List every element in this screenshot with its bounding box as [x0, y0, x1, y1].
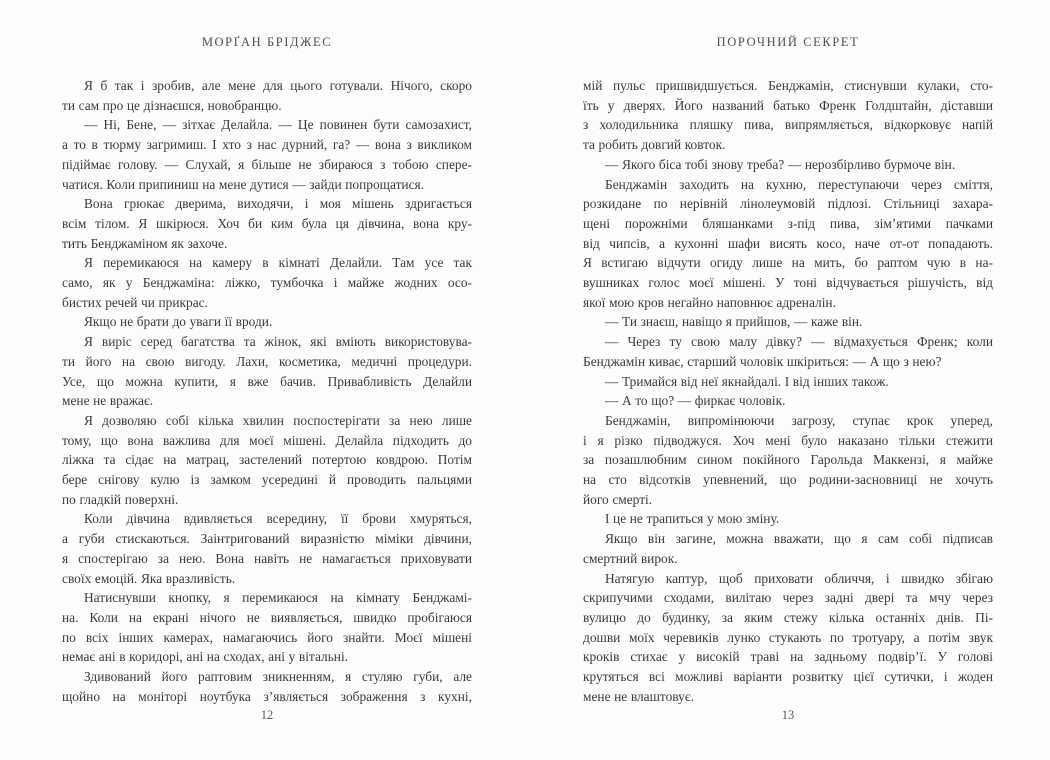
text-line: Я дозволяю собі кілька хвилин поспостерігати за нею лише: [84, 412, 472, 428]
paragraph: [583, 372, 993, 392]
text-line: скрипучими сходами, вилітаю через задні двері та мчу через: [583, 590, 993, 606]
paragraph: [62, 312, 472, 332]
text-line: — А то що? — фиркає чоловік.: [605, 393, 786, 409]
paragraph: [62, 194, 472, 253]
text-line: Я перемикаюся на камеру в кімнаті Делайли. Там усе так: [84, 255, 472, 271]
page-left: [62, 0, 472, 760]
text-line: Я виріс серед багатства та жінок, які вміють використовува-: [84, 334, 472, 350]
text-line: Я б так і зробив, але мене для цього готували. Нічого, скоро: [84, 78, 472, 93]
text-line: Усе, що можна купити, я вже бачив. Привабливість Делайли: [62, 373, 472, 389]
text-line: Коли дівчина вдивляється всередину, її брови хмуряться,: [84, 511, 472, 527]
paragraph: [62, 667, 472, 706]
paragraph: [583, 569, 993, 707]
paragraph: [583, 529, 993, 568]
text-line: Бенджамін, випромінюючи загрозу, ступає крок уперед,: [605, 412, 993, 428]
text-line: вушниках голос моєї мішені. У тоні відчувається рішучість, від: [583, 275, 993, 291]
text-line: ти сам про це дізнаєшся, новобранцю.: [62, 97, 282, 113]
paragraph: [62, 411, 472, 510]
text-line: ліжка та сідає на матрац, застелений потертою ковдрою. Потім: [62, 452, 472, 468]
text-line: бистих речей чи прикрас.: [62, 294, 208, 310]
text-line: по гладкій поверхні.: [62, 491, 179, 507]
text-line: за позашлюбним сином покійного Гарольда Маккензі, я майже: [583, 452, 993, 468]
text-line: розкидане по нерівній лінолеумовій підлозі. Стільниці захара-: [583, 196, 993, 212]
page-right: [583, 0, 993, 760]
text-line: я спостерігаю за нею. Вона навіть не намагається приховувати: [62, 550, 472, 566]
page-left-body: [62, 76, 472, 707]
text-line: Здивований його раптовим зникненням, я стуляю губи, але: [84, 669, 472, 685]
text-line: — Ти знаєш, навіщо я прийшов, — каже він.: [605, 314, 863, 330]
text-line: Натиснувши кнопку, я перемикаюся на кімнату Бенджамі-: [84, 590, 472, 606]
paragraph: [62, 76, 472, 115]
text-line: тить Бенджаміном як захоче.: [62, 235, 228, 251]
text-line: дошви моїх черевиків лунко стукають по тротуару, а потім звук: [583, 629, 993, 645]
text-line: само, як у Бенджаміна: ліжко, тумбочка і майже жодних осо-: [62, 275, 472, 291]
paragraph: [62, 509, 472, 588]
text-line: Вона грюкає дверима, виходячи, і моя мішень здригається: [84, 196, 472, 212]
text-line: мене не влаштовує.: [583, 688, 694, 704]
page-number-left: 12: [260, 708, 274, 722]
text-line: якої мою кров негайно наповнює адреналін.: [583, 294, 836, 310]
text-line: Якщо не брати до уваги її вроди.: [84, 314, 273, 330]
text-line: а губи стискаються. Заінтригований виразністю міміки дівчини,: [62, 531, 472, 547]
text-line: по всіх інших камерах, намагаючись його знайти. Моєї мішені: [62, 629, 472, 645]
text-line: на. Коли на екрані нічого не виявляється, швидко пробігаюся: [62, 609, 472, 625]
text-line: Я встигаю відчути огиду лише на мить, бо раптом чую в на-: [583, 255, 993, 271]
paragraph: [583, 332, 993, 371]
text-line: з холодильника пляшку пива, випрямляється, відкорковує напій: [583, 117, 993, 133]
running-header-author: МОРҐАН БРІДЖЕС: [201, 35, 333, 49]
text-line: тому, що вона важлива для моєї мішені. Делайла підходить до: [62, 432, 472, 448]
text-line: своїх емоцій. Яка вразливість.: [62, 570, 236, 586]
paragraph: [583, 175, 993, 313]
text-line: крутяться всі можливі варіанти розвитку цієї сутички, і жоден: [583, 669, 993, 685]
text-line: щойно на моніторі ноутбука з’являється зображення з кухні,: [62, 688, 472, 704]
text-line: щені порожніми бляшанками з-під пива, зім’ятими пачками: [583, 215, 993, 231]
text-line: мій пульс пришвидшується. Бенджамін, стиснувши кулаки, сто-: [583, 78, 993, 93]
text-line: від чипсів, а кухонні шафи висять косо, наче от-от попадають.: [583, 235, 993, 251]
text-line: і я різко підводжуся. Хоч мені було наказано тільки стежити: [583, 432, 993, 448]
text-line: на сто відсотків упевнений, що родини-засновниці не хочуть: [583, 472, 993, 488]
paragraph: [62, 115, 472, 194]
text-line: та робить довгий ковток.: [583, 137, 726, 153]
text-line: мене не вражає.: [62, 393, 154, 409]
text-line: — Тримайся від неї якнайдалі. І від інших також.: [605, 373, 889, 389]
page-number-right: 13: [781, 708, 795, 722]
text-line: смертний вирок.: [583, 550, 678, 566]
text-line: а то в тюрму загримиш. І хто з нас дурний, га? — вона з викликом: [62, 137, 472, 153]
text-line: Бенджамін киває, старший чоловік шкіриться: — А що з нею?: [583, 353, 942, 369]
paragraph: [583, 155, 993, 175]
text-line: Натягую каптур, щоб приховати обличчя, і швидко збігаю: [605, 570, 993, 586]
text-line: чатися. Коли припиниш на мене дутися — зайди попрощатися.: [62, 176, 425, 192]
text-line: кроків стихає у високій траві на задньому подвір’ї. У голові: [583, 649, 993, 665]
text-line: бере снігову кулю із замком усередині й проводить пальцями: [62, 472, 472, 488]
text-line: Бенджамін заходить на кухню, переступаючи через сміття,: [605, 176, 993, 192]
text-line: — Через ту свою малу дівку? — відмахується Френк; коли: [605, 334, 993, 350]
page-right-body: [583, 76, 993, 707]
text-line: Якщо він загине, можна вважати, що я сам собі підписав: [605, 531, 993, 547]
text-line: — Якого біса тобі знову треба? — нерозбірливо бурмоче він.: [605, 156, 956, 172]
text-line: їть у дверях. Його названий батько Френк Голдштайн, діставши: [583, 97, 993, 113]
running-header-title: ПОРОЧНИЙ СЕКРЕТ: [716, 35, 860, 49]
text-line: підіймає голову. — Слухай, я більше не збираюся з тобою спере-: [62, 156, 472, 172]
paragraph: [583, 509, 993, 529]
text-line: немає ані в коридорі, ані на сходах, ані у вітальні.: [62, 649, 349, 665]
paragraph: [62, 253, 472, 312]
text-line: вулицю до будинку, за яким стежу кілька останніх днів. Пі-: [583, 609, 993, 625]
paragraph: [583, 411, 993, 510]
text-line: всім тілом. Я шкірюся. Хоч би ким була ця дівчина, вона кру-: [62, 215, 472, 231]
text-line: ти його на свою вигоду. Лахи, косметика, медичні процедури.: [62, 353, 472, 369]
paragraph: [583, 391, 993, 411]
text-line: його смерті.: [583, 491, 653, 507]
paragraph: [62, 332, 472, 411]
text-line: І це не трапиться у мою зміну.: [605, 511, 780, 527]
paragraph: [62, 588, 472, 667]
paragraph: [583, 76, 993, 155]
paragraph: [583, 312, 993, 332]
text-line: — Ні, Бене, — зітхає Делайла. — Це повинен бути самозахист,: [84, 117, 472, 133]
